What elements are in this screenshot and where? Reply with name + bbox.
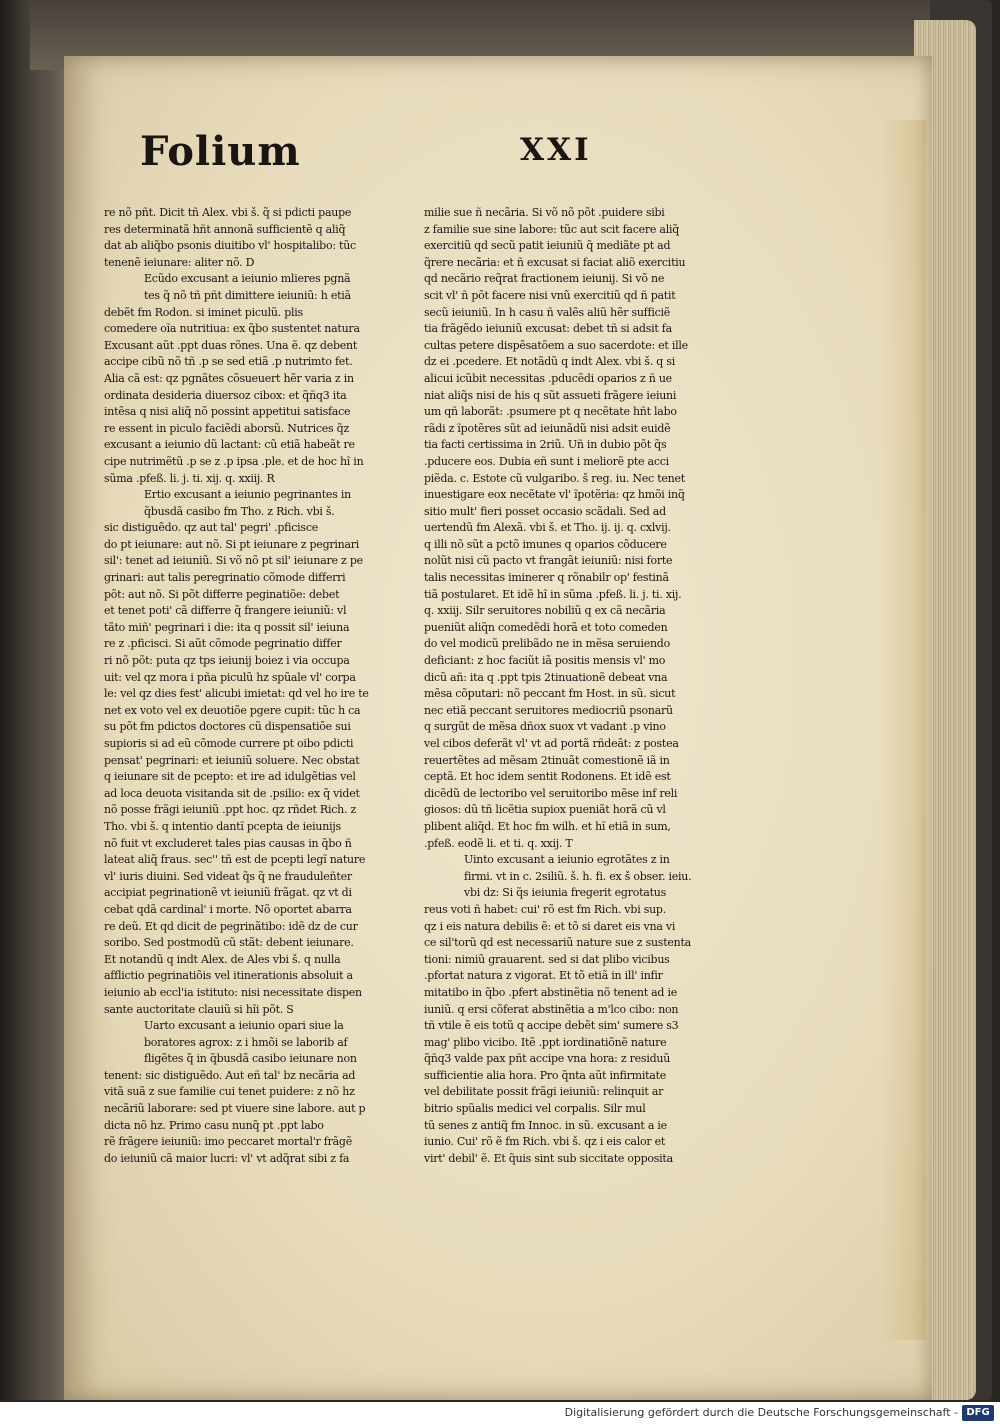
text-line: Ecũdo excusant a ieiunio mlieres pgnã <box>144 272 351 286</box>
text-line: vel cibos deferãt vl' vt ad portã rñdeãt: z postea <box>424 737 679 750</box>
text-line: alicui icũbit necessitas .pducẽdi oparios z ñ ue <box>424 371 672 385</box>
text-line: ce sil'torũ qd est necessariũ nature sue z sustenta <box>424 936 691 950</box>
text-line: tũ senes z antiq̃ fm Innoc. in sũ. excusant a ie <box>424 1118 667 1132</box>
funding-credit: Digitalisierung gefördert durch die Deutsche Forschungsgemeinschaft - <box>564 1406 958 1419</box>
text-line: intẽsa q nisi aliq̃ nõ possint appetitui satisface <box>104 405 351 419</box>
text-line: vbi dz: Si q̃s ieiunia fregerit egrotatus <box>464 886 666 900</box>
text-line: uit: vel qz mora i pña piculũ hz spũale vl' corpa <box>104 670 356 684</box>
text-line: cebat qdã cardinal' i morte. Nõ oportet abarra <box>104 902 352 916</box>
text-line: scit vl' ñ põt facere nisi vnũ exercitiũ qd ñ patit <box>424 288 676 302</box>
text-line: qd necãrio req̃rat fractionem ieiunij. Si võ ne <box>424 272 665 286</box>
text-line: Ertio excusant a ieiunio pegrinantes in <box>144 488 351 502</box>
text-line: necãriũ laborare: sed pt viuere sine labore. aut p <box>104 1102 366 1116</box>
text-line: dat ab aliq̃bo psonis diuitibo vl' hospitalibo: tũc <box>104 239 356 253</box>
text-line: nolũt nisi cũ pacto vt frangãt ieiuniũ: nisi forte <box>424 554 673 568</box>
text-line: q illi nõ sũt a pctõ imunes q oparios cõducere <box>424 537 667 551</box>
text-line: ad loca deuota visitanda sit de .psilio: ex q̃ videt <box>104 786 360 800</box>
text-line: qz i eis natura debilis ẽ: et tõ si daret eis vna vi <box>424 919 676 933</box>
text-line: excusant a ieiunio dũ lactant: cũ etiã habeãt re <box>104 438 355 452</box>
text-line: secũ ieiuniũ. In h casu ñ valẽs aliũ hẽr sufficiẽ <box>424 305 671 319</box>
text-line: mẽsa cõputari: nõ peccant fm Host. in sũ. sicut <box>424 687 676 701</box>
text-line: iuniũ. q ersi cõferat abstinẽtia a m'lco cibo: non <box>424 1002 679 1016</box>
text-line: reuertẽtes ad mẽsam 2tinuãt comestionẽ iã in <box>424 753 670 767</box>
text-line: debẽt fm Rodon. si iminet piculũ. plis <box>104 305 303 319</box>
text-line: tia frãgẽdo ieiuniũ excusat: debet tñ si adsit fa <box>424 322 672 336</box>
text-line: tenenẽ ieiunare: aliter nõ. D <box>104 255 255 269</box>
text-line: afflictio pegrinatiõis vel itinerationis absoluit a <box>104 969 353 983</box>
text-line: Uarto excusant a ieiunio opari siue la <box>144 1019 344 1033</box>
text-line: .pducere eos. Dubia eñ sunt i meliorẽ pte acci <box>424 454 669 468</box>
text-line: z familie sue sine labore: tũc aut scit facere aliq̃ <box>424 222 680 236</box>
text-line: sil': tenet ad ieiuniũ. Si võ nõ pt sil' ieiunare z pe <box>104 554 363 568</box>
text-line: res determinatã hñt annonã sufficientẽ q aliq̃ <box>104 222 346 236</box>
text-line: sitio mult' fieri posset occasio scãdali. Sed ad <box>424 504 666 518</box>
text-line: um qñ laborãt: .psumere pt q necẽtate hñt labo <box>424 405 677 419</box>
text-line: inuestigare eox necẽtate vl' ĩpotẽria: qz hmõi inq̃ <box>424 488 685 502</box>
text-line: rãdi z ĩpotẽres sũt ad ieiunãdũ nisi adsit euidẽ <box>424 421 671 435</box>
text-line: cipe nutrimẽtũ .p se z .p ipsa .ple. et de hoc hĩ in <box>104 454 364 468</box>
text-line: vitã suã z sue familie cui tenet puidere: z nõ hz <box>104 1085 355 1099</box>
text-line: tãto miñ' pegrinari i die: ita q possit sil' ieiuna <box>104 620 350 634</box>
text-line: deficiant: z hoc faciũt iã positis mensis vl' mo <box>424 654 666 668</box>
text-line: tñ vtile ẽ eis totũ q accipe debẽt sim' sumere s3 <box>424 1019 679 1033</box>
text-line: sũma .pfeß. li. j. ti. xij. q. xxiij. R <box>104 471 275 485</box>
text-line: bitrio spũalis medici vel corpalis. Silr mul <box>424 1102 646 1116</box>
text-line: net ex voto vel ex deuotiõe pgere cupit: tũc h ca <box>104 703 361 717</box>
text-line: põt: aut nõ. Si põt differre peginatiõe: debet <box>104 587 340 601</box>
text-line: q̃busdã casibo fm Tho. z Rich. vbi š. <box>144 504 335 518</box>
text-line: q̃ñq3 valde pax pñt accipe vna hora: z residuũ <box>424 1052 671 1066</box>
text-line: le: vel qz dies fest' alicubi imietat: qd vel ho ire te <box>104 687 369 701</box>
folio-number: XXI <box>520 132 592 168</box>
text-line: mitatibo in q̃bo .pfert abstinẽtia nõ tenent ad ie <box>424 985 677 999</box>
text-line: nec etiã peccant seruitores mediocriũ psonarũ <box>424 703 673 717</box>
text-line: sante auctoritate clauiũ si hĩi põt. S <box>104 1002 294 1016</box>
text-line: q. xxiij. Silr seruitores nobiliũ q ex cã necãria <box>424 604 666 618</box>
text-line: grinari: aut talis peregrinatio cõmode differri <box>104 571 346 585</box>
text-line: q surgũt de mẽsa dñox suox vt vadant .p vino <box>424 720 666 734</box>
text-line: rẽ frãgere ieiuniũ: imo peccaret mortal'r frãgẽ <box>104 1135 352 1149</box>
text-line: soribo. Sed postmodũ cũ stãt: debent ieiunare. <box>104 936 354 950</box>
text-line: pensat' pegrinari: et ieiuniũ soluere. Nec obstat <box>104 753 360 767</box>
text-line: virt' debil' ẽ. Et q̃uis sint sub siccitate opposita <box>424 1151 673 1165</box>
text-line: Et notandũ q indt Alex. de Ales vbi š. q nulla <box>104 952 341 966</box>
text-column-left <box>104 205 410 1167</box>
text-line: tenent: sic distiguẽdo. Aut eñ tal' bz necãria ad <box>104 1068 356 1082</box>
text-line: iunio. Cui' rõ ẽ fm Rich. vbi š. qz i eis calor et <box>424 1135 666 1149</box>
text-line: re nõ pñt. Dicit tñ Alex. vbi š. q̃ si pdicti paupe <box>104 206 352 219</box>
text-line: fligẽtes q̃ in q̃busdã casibo ieiunare non <box>144 1052 357 1066</box>
text-line: plibent aliq̃d. Et hoc fm wilh. et hĩ etiã in sum, <box>424 819 671 833</box>
text-line: tioni: nimiũ grauarent. sed si dat plibo vicibus <box>424 952 670 966</box>
text-line: Alia cã est: qz pgnãtes cõsueuert hẽr varia z in <box>104 371 354 385</box>
text-line: q ieiunare sit de pcepto: et ire ad idulgẽtias vel <box>104 770 356 784</box>
text-line: .pfortat natura z vigorat. Et tõ etiã in ill' infir <box>424 969 663 983</box>
text-line: uertendũ fm Alexã. vbi š. et Tho. ij. ij. q. cxlvij. <box>424 521 671 535</box>
text-line: Excusant aũt .ppt duas rõnes. Una ẽ. qz debent <box>104 338 358 352</box>
text-line: milie sue ñ necãria. Si võ nõ põt .puidere sibi <box>424 206 665 219</box>
text-line: nõ posse frãgi ieiuniũ .ppt hoc. qz rñdet Rich. z <box>104 803 357 817</box>
text-line: ceptã. Et hoc idem sentit Rodonens. Et idẽ est <box>424 770 671 784</box>
text-line: re essent in piculo faciẽdi aborsũ. Nutrices q̃z <box>104 421 349 435</box>
text-line: .pfeß. eodẽ li. et ti. q. xxij. T <box>424 836 573 850</box>
text-line: Uinto excusant a ieiunio egrotãtes z in <box>464 853 670 867</box>
text-line: do vel modicũ prelibãdo ne in mẽsa seruiendo <box>424 637 670 651</box>
text-line: talis necessitas iminerer q rõnabilr op' festinã <box>424 571 669 585</box>
text-line: Tho. vbi š. q intentio dantĩ pcepta de ieiunijs <box>104 819 341 833</box>
text-line: dicẽdũ de lectoribo vel seruitoribo mẽse inf reli <box>424 786 678 800</box>
text-line: mag' plibo vicibo. Itẽ .ppt iordinatiõnẽ nature <box>424 1035 667 1049</box>
text-line: pueniũt aliq̃n comedẽdi horã et toto comeden <box>424 620 668 634</box>
text-line: do ieiuniũ cã maior lucri: vl' vt adq̃rat sibi z fa <box>104 1151 350 1165</box>
text-line: supioris si ad eũ cõmode currere pt oibo pdicti <box>104 737 354 750</box>
text-line: vel debilitate possit frãgi ieiuniũ: relinquit ar <box>424 1085 664 1099</box>
text-line: giosos: dũ tñ licẽtia supiox pueniãt horã cũ vl <box>424 803 666 817</box>
text-line: dicũ añ: ita q .ppt tpis 2tinuationẽ debeat vna <box>424 670 668 684</box>
text-line: reus voti ñ habet: cui' rõ est fm Rich. vbi sup. <box>424 902 666 916</box>
text-line: do pt ieiunare: aut nõ. Si pt ieiunare z pegrinari <box>104 537 360 551</box>
text-line: tes q̃ nõ tñ pñt dimittere ieiuniũ: h etiã <box>144 288 351 302</box>
text-line: sufficientie alia hora. Pro q̃nta aũt infirmitate <box>424 1068 667 1082</box>
footer-bar <box>0 1402 1000 1424</box>
text-line: tia facti certissima in 2riũ. Uñ in dubio põt q̃s <box>424 438 667 452</box>
text-line: cultas petere dispẽsatõem a suo sacerdote: et ille <box>424 338 688 352</box>
text-line: firmi. vt in c. 2siliũ. š. h. fi. ex š obser. ieiu. <box>464 869 692 883</box>
running-head-title: Folium <box>140 128 301 175</box>
text-line: et tenet poti' cã differre q̃ frangere ieiuniũ: vl <box>104 604 347 618</box>
text-line: re deũ. Et qd dicit de pegrinãtibo: idẽ dz de cur <box>104 919 358 933</box>
text-line: re z .pficisci. Si aũt cõmode pegrinatio differ <box>104 637 342 651</box>
book-cover-edge <box>0 0 72 1400</box>
text-line: dz ei .pcedere. Et notãdũ q indt Alex. vbi š. q si <box>424 355 676 369</box>
text-line: lateat aliq̃ fraus. sec'' tñ est de pcepti legĩ nature <box>104 853 366 867</box>
text-line: comedere oĩa nutritiua: ex q̃bo sustentet natura <box>104 322 360 336</box>
text-line: accipiat pegrinationẽ vt ieiuniũ frãgat. qz vt di <box>104 886 352 900</box>
text-line: dicta nõ hz. Primo casu nunq̃ pt .ppt labo <box>104 1118 324 1132</box>
text-line: niat aliq̃s nisi de his q sũt assueti frãgere ieiuni <box>424 388 677 402</box>
text-line: sic distiguẽdo. qz aut tal' pegri' .pficisce <box>104 521 318 535</box>
text-line: ieiunio ab eccl'ia istituto: nisi necessitate dispen <box>104 985 362 999</box>
text-line: nõ fuit vt excluderet tales pias causas in q̃bo ñ <box>104 836 352 850</box>
text-line: vl' iuris diuini. Sed videat q̃s q̃ ne frauduleñter <box>104 869 352 883</box>
text-line: accipe cibũ nõ tñ .p se sed etiã .p nutrimto fet. <box>104 355 353 369</box>
text-line: ordinata desideria diuersoz cibox: et q̃ñq3 ita <box>104 388 347 402</box>
text-column-right <box>424 205 716 1167</box>
dfg-logo: DFG <box>962 1405 994 1421</box>
text-line: exercitiũ qd secũ patit ieiuniũ q̃ mediãte pt ad <box>424 239 671 253</box>
text-line: q̃rere necãria: et ñ excusat si faciat aliõ exercitiu <box>424 255 686 269</box>
text-line: piẽda. c. Estote cũ vulgaribo. š reg. iu. Nec tenet <box>424 471 685 485</box>
text-line: su põt fm pdictos doctores cũ dispensatiõe sui <box>104 720 351 734</box>
text-line: boratores agrox: z i hmõi se laborib af <box>144 1035 348 1049</box>
text-line: ri nõ põt: puta qz tps ieiunij boiez i via occupa <box>104 654 350 668</box>
text-line: tiã postularet. Et idẽ hĩ in sũma .pfeß. li. j. ti. xij. <box>424 587 682 601</box>
